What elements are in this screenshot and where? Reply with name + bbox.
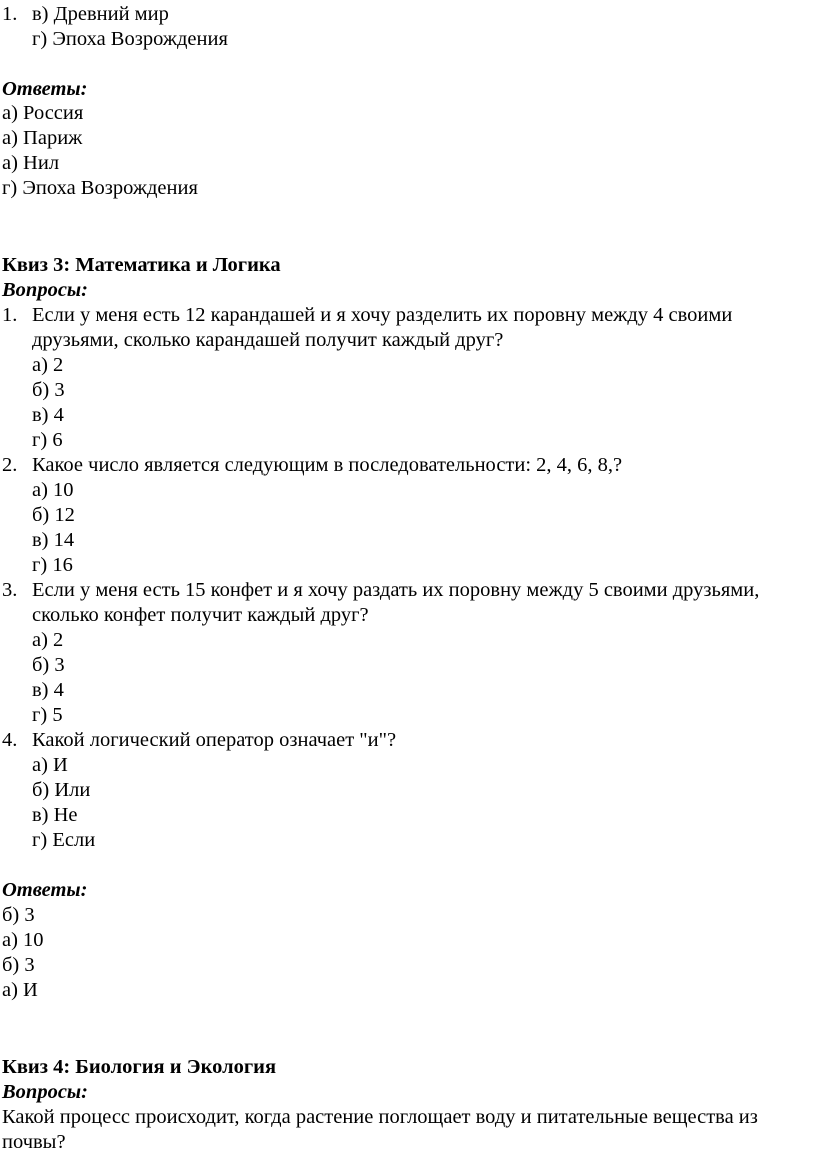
answer-option: г) Если — [32, 829, 96, 851]
question-text: почвы? — [2, 1131, 66, 1153]
answers-heading: Ответы: — [2, 78, 88, 100]
answer-item: б) 3 — [2, 904, 35, 926]
question-text: Если у меня есть 12 карандашей и я хочу разделить их поровну между 4 своими — [32, 304, 733, 326]
question-text: Какой логический оператор означает "и"? — [32, 729, 397, 751]
answer-option: а) 2 — [32, 354, 64, 376]
question-number: 1. — [2, 304, 18, 326]
question-text: Если у меня есть 15 конфет и я хочу раздать их поровну между 5 своими друзьями, — [32, 579, 760, 601]
answer-option: в) Не — [32, 804, 78, 826]
answer-option: б) Или — [32, 779, 91, 801]
question-number: 1. — [2, 3, 18, 25]
answer-option: в) 4 — [32, 404, 64, 426]
answer-option: а) 10 — [32, 479, 74, 501]
quiz-title: Квиз 4: Биология и Экология — [2, 1056, 277, 1078]
question-line — [2, 303, 732, 327]
answer-option: в) Древний мир — [32, 3, 169, 25]
answer-item: а) Париж — [2, 127, 83, 149]
question-text: друзьями, сколько карандашей получит каждый друг? — [32, 329, 504, 351]
question-line — [2, 728, 396, 752]
question-text: Какой процесс происходит, когда растение поглощает воду и питательные вещества из — [2, 1106, 758, 1128]
answer-option: г) 16 — [32, 554, 73, 576]
answer-option: б) 12 — [32, 504, 75, 526]
answer-option: а) И — [32, 754, 68, 776]
answer-option: б) 3 — [32, 654, 65, 676]
answer-option: г) 5 — [32, 704, 63, 726]
answer-option: г) Эпоха Возрождения — [32, 28, 228, 50]
question-line — [2, 2, 169, 26]
answer-item: г) Эпоха Возрождения — [2, 177, 198, 199]
answer-option: б) 3 — [32, 379, 65, 401]
questions-heading: Вопросы: — [2, 279, 88, 301]
answer-option: в) 4 — [32, 679, 64, 701]
question-text: Какое число является следующим в последовательности: 2, 4, 6, 8,? — [32, 454, 623, 476]
answer-item: а) Россия — [2, 102, 84, 124]
answer-option: г) 6 — [32, 429, 63, 451]
answer-item: а) И — [2, 979, 38, 1001]
answer-item: б) 3 — [2, 954, 35, 976]
question-text: сколько конфет получит каждый друг? — [32, 604, 369, 626]
answers-heading: Ответы: — [2, 879, 88, 901]
answer-item: а) 10 — [2, 929, 44, 951]
answer-item: а) Нил — [2, 152, 60, 174]
question-line — [2, 578, 759, 602]
question-number: 3. — [2, 579, 18, 601]
answer-option: в) 14 — [32, 529, 75, 551]
answer-option: а) 2 — [32, 629, 64, 651]
question-line — [2, 453, 622, 477]
question-number: 2. — [2, 454, 18, 476]
questions-heading: Вопросы: — [2, 1081, 88, 1103]
quiz-title: Квиз 3: Математика и Логика — [2, 254, 281, 276]
question-number: 4. — [2, 729, 18, 751]
